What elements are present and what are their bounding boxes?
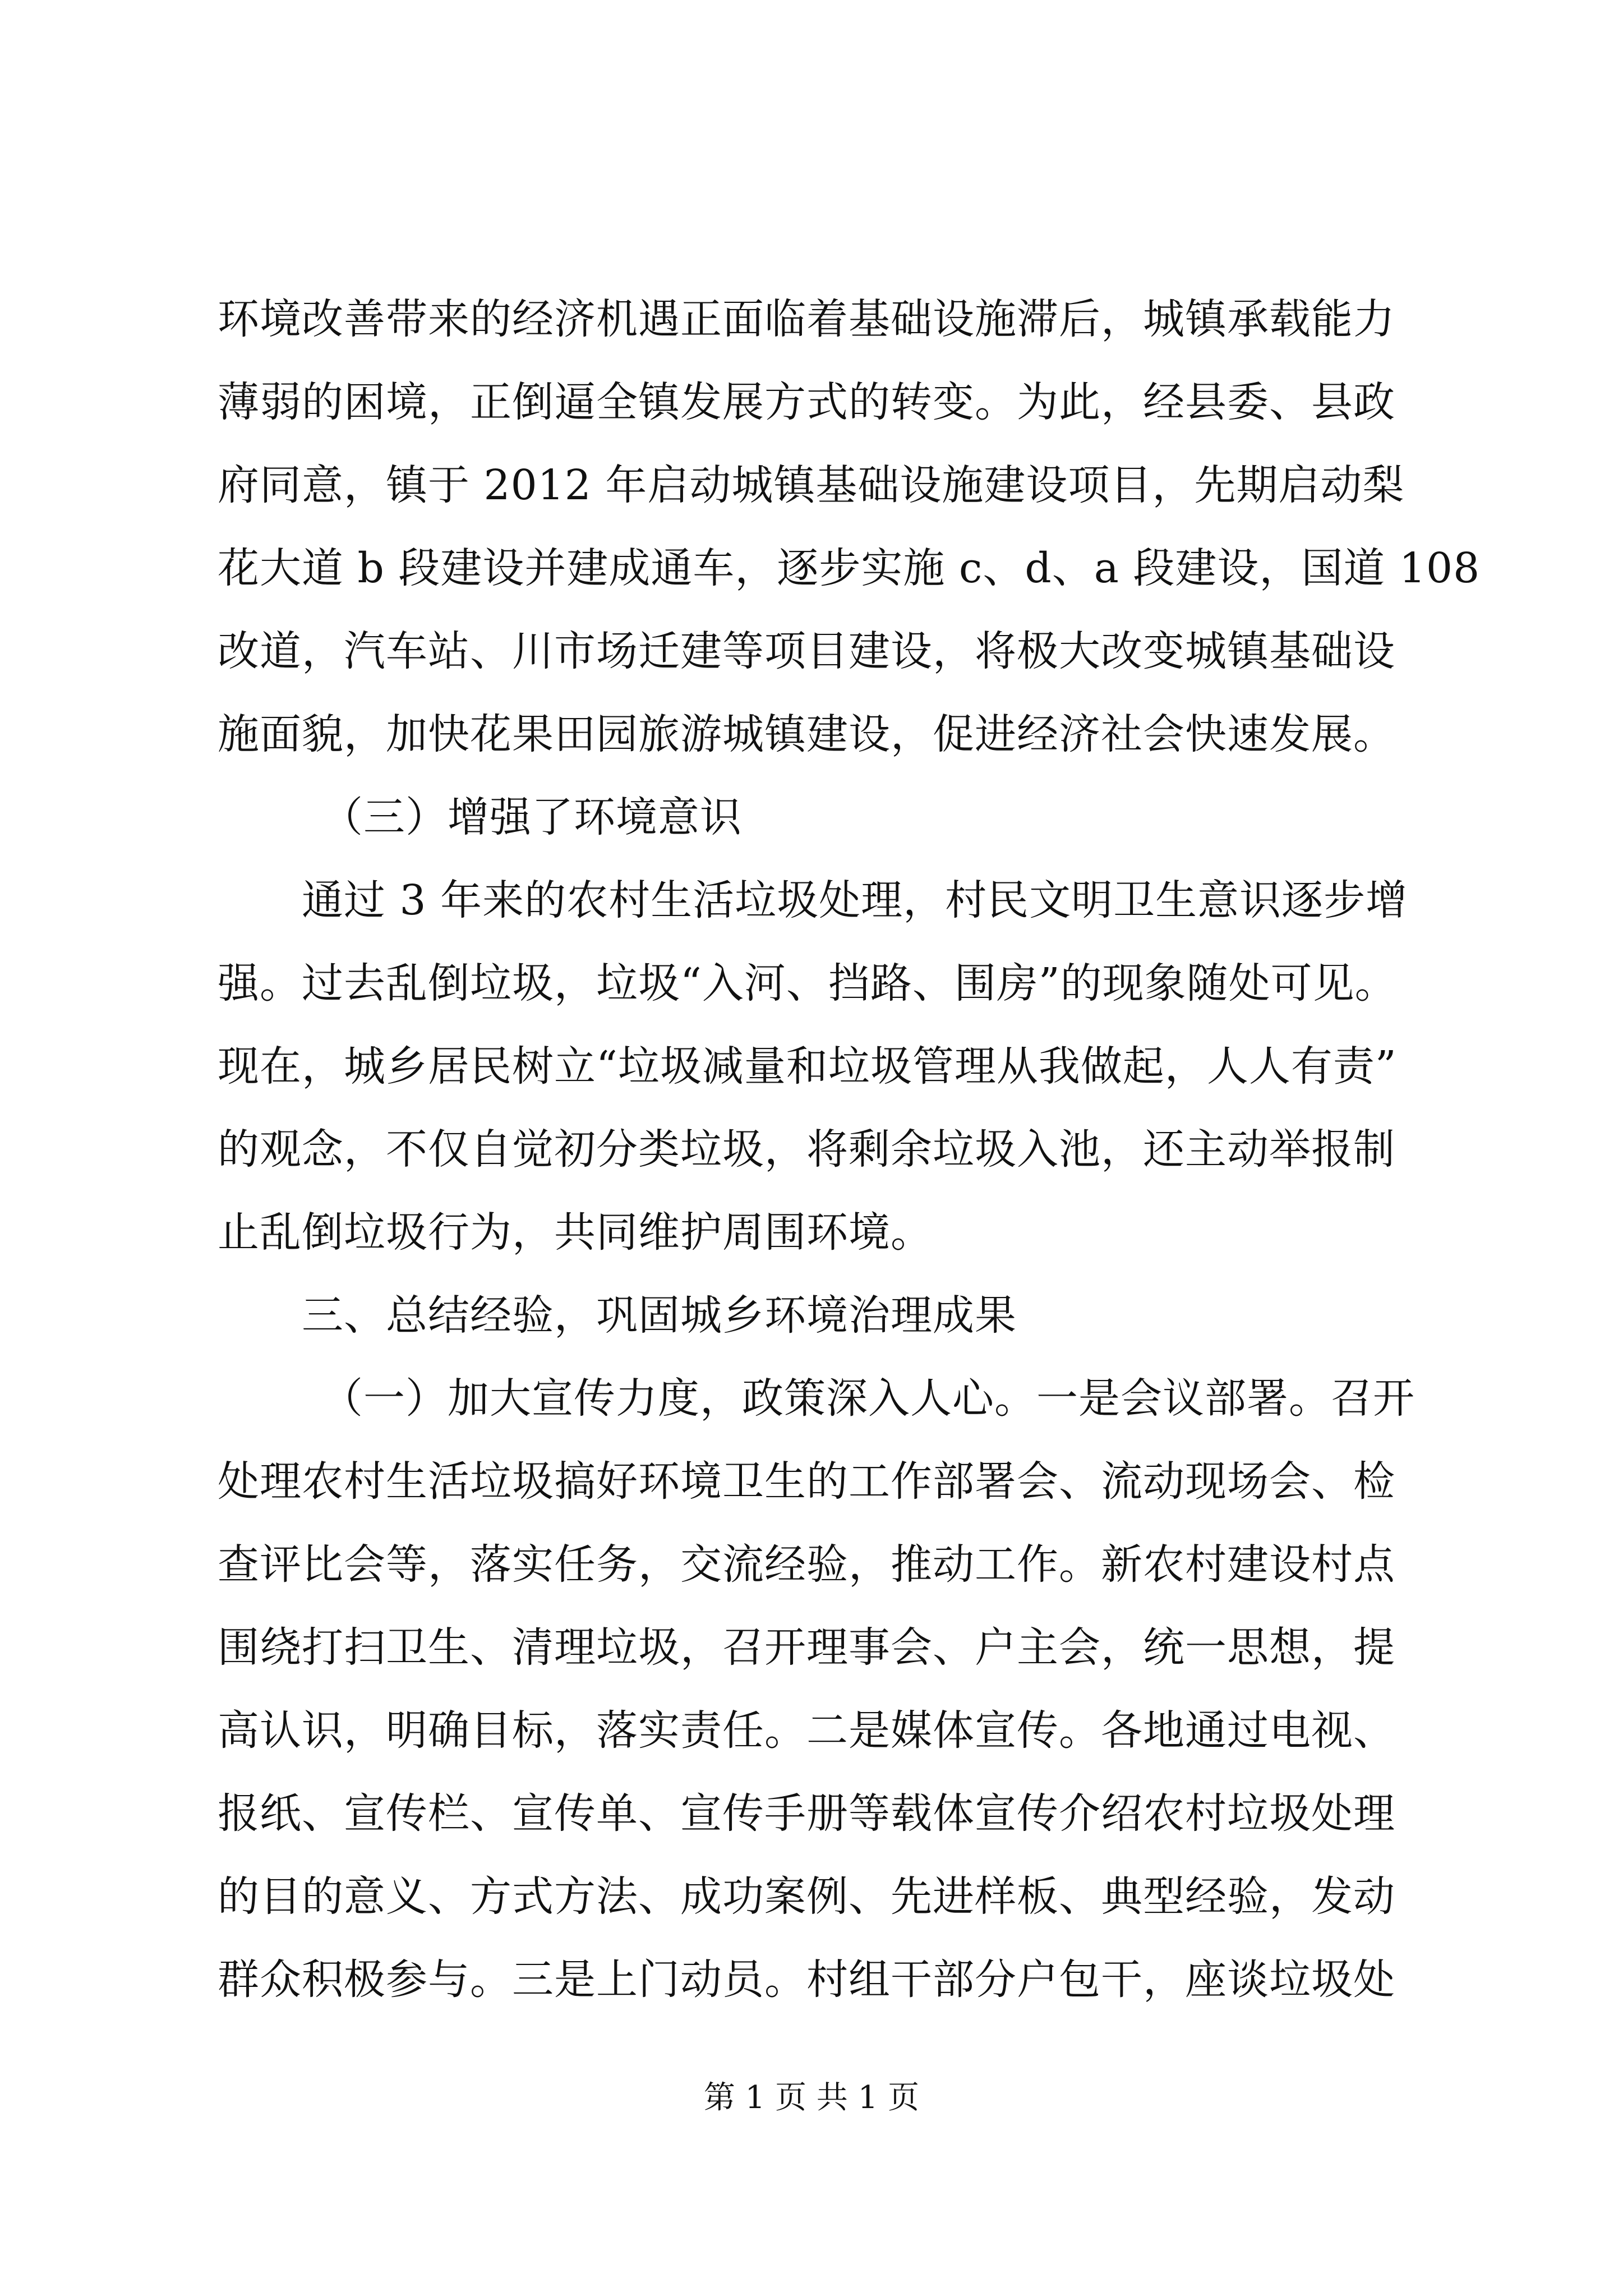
paragraph-line: 围绕打扫卫生、清理垃圾，召开理事会、户主会，统一思想，提 <box>218 1623 1395 1672</box>
section-subheading: （三）增强了环境意识 <box>321 793 742 841</box>
paragraph-line: （一）加大宣传力度，政策深入人心。一是会议部署。召开 <box>321 1374 1415 1423</box>
paragraph-line: 的目的意义、方式方法、成功案例、先进样板、典型经验，发动 <box>218 1872 1395 1921</box>
paragraph-line: 查评比会等，落实任务，交流经验，推动工作。新农村建设村点 <box>218 1540 1395 1589</box>
paragraph-line: 环境改善带来的经济机遇正面临着基础设施滞后，城镇承载能力 <box>218 295 1395 343</box>
paragraph-line: 改道，汽车站、川市场迁建等项目建设，将极大改变城镇基础设 <box>218 627 1395 675</box>
paragraph-line: 府同意，镇于 2012 年启动城镇基础设施建设项目，先期启动梨 <box>218 461 1405 509</box>
paragraph-line: 高认识，明确目标，落实责任。二是媒体宣传。各地通过电视、 <box>218 1706 1395 1755</box>
paragraph-line: 群众积极参与。三是上门动员。村组干部分户包干，座谈垃圾处 <box>218 1955 1395 2004</box>
page-number-label: 第 1 页 共 1 页 <box>703 2079 920 2116</box>
paragraph-line: 处理农村生活垃圾搞好环境卫生的工作部署会、流动现场会、检 <box>218 1457 1395 1506</box>
paragraph-line: 薄弱的困境，正倒逼全镇发展方式的转变。为此，经县委、县政 <box>218 378 1395 426</box>
paragraph-line: 施面貌，加快花果田园旅游城镇建设，促进经济社会快速发展。 <box>218 710 1395 758</box>
paragraph-line: 报纸、宣传栏、宣传单、宣传手册等载体宣传介绍农村垃圾处理 <box>218 1789 1395 1838</box>
page-footer <box>0 2076 1623 2120</box>
paragraph-line: 花大道 b 段建设并建成通车，逐步实施 c、d、a 段建设，国道 108 <box>218 544 1481 592</box>
paragraph-line: 止乱倒垃圾行为，共同维护周围环境。 <box>218 1208 933 1257</box>
document-body <box>218 278 1481 2021</box>
section-heading: 三、总结经验，巩固城乡环境治理成果 <box>302 1291 1017 1340</box>
paragraph-line: 现在，城乡居民树立“垃圾减量和垃圾管理从我做起，人人有责” <box>218 1042 1397 1091</box>
paragraph-line: 强。过去乱倒垃圾，垃圾“入河、挡路、围房”的现象随处可见。 <box>218 959 1397 1007</box>
paragraph-line: 的观念，不仅自觉初分类垃圾，将剩余垃圾入池，还主动举报制 <box>218 1125 1395 1174</box>
paragraph-line: 通过 3 年来的农村生活垃圾处理，村民文明卫生意识逐步增 <box>302 876 1408 924</box>
